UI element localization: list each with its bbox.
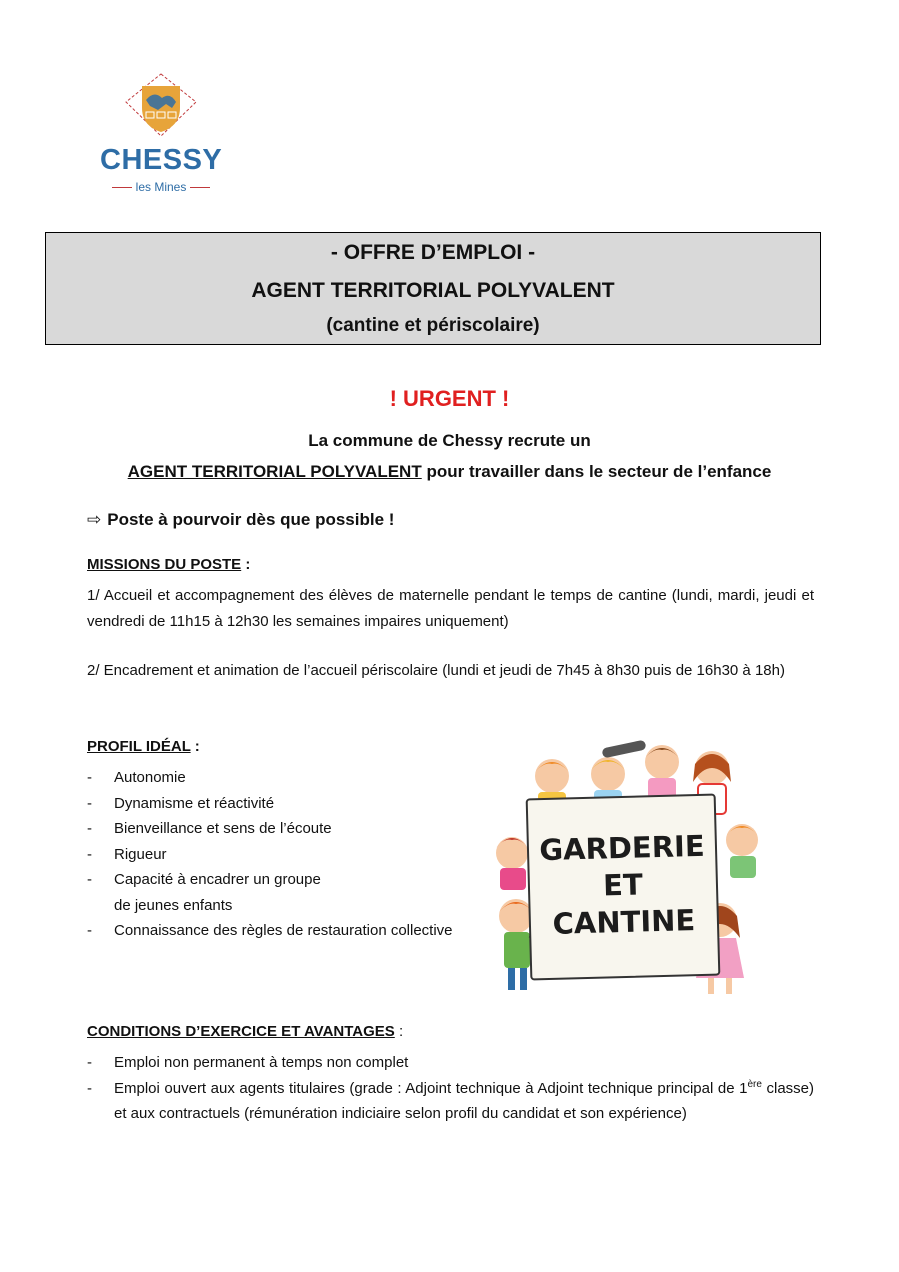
list-item [87, 1050, 814, 1076]
profil-heading [87, 738, 200, 755]
list-dash: - [87, 1079, 92, 1097]
job-subtitle: (cantine et périscolaire) [326, 315, 540, 336]
availability-text: Poste à pourvoir dès que possible ! [107, 510, 395, 529]
logo-subtitle [100, 180, 222, 194]
list-item-text: Autonomie [114, 769, 186, 786]
missions-heading-text: MISSIONS DU POSTE [87, 556, 242, 573]
illustration-line-2: ET [602, 867, 644, 903]
list-dash: - [87, 871, 92, 888]
conditions-heading [87, 1023, 403, 1040]
list-dash: - [87, 820, 92, 837]
illustration-text [529, 828, 718, 944]
urgent-label: ! URGENT ! [389, 386, 510, 411]
profil-list [87, 765, 453, 944]
conditions-heading-text: CONDITIONS D’EXERCICE ET AVANTAGES [87, 1023, 395, 1040]
missions-heading-colon: : [241, 556, 251, 573]
shield-crest-icon [122, 72, 200, 138]
list-item-text: Dynamisme et réactivité [114, 794, 275, 812]
intro-line-1: La commune de Chessy recrute un [308, 431, 591, 450]
chessy-logo [100, 72, 222, 196]
list-dash: - [87, 794, 92, 812]
intro-job-title: AGENT TERRITORIAL POLYVALENT [127, 462, 422, 481]
illustration-line-1: GARDERIE [538, 828, 706, 868]
job-title: AGENT TERRITORIAL POLYVALENT [251, 279, 615, 302]
mission-item-2: 2/ Encadrement et animation de l’accueil périscolaire (lundi et jeudi de 7h45 à 8h30 puis de 16h30 à 18h) [87, 662, 785, 679]
list-dash: - [87, 1054, 92, 1071]
list-dash: - [87, 845, 92, 863]
illustration-line-3: CANTINE [552, 903, 696, 941]
list-item [87, 1076, 814, 1127]
list-dash: - [87, 922, 92, 939]
title-box [45, 232, 821, 345]
logo-rule-left [112, 187, 132, 188]
list-item-text: Connaissance des règles de restauration collective [114, 922, 453, 939]
logo-rule-right [190, 187, 210, 188]
offer-label: - OFFRE D’EMPLOI - [330, 241, 536, 264]
intro-line-2-rest: pour travailler dans le secteur de l’enfance [421, 462, 772, 481]
list-item-text: de jeunes enfants [114, 896, 233, 914]
mission-item-1: 1/ Accueil et accompagnement des élèves de maternelle pendant le temps de cantine (lundi, mardi, jeudi et vendredi de 11h15 à 12h30 les semaines impaires uniquement) [87, 587, 814, 630]
list-item-text-cont: classe) et aux contractuels (rémunération indiciaire selon profil du candidat et son expérience) [114, 1079, 814, 1122]
profil-heading-text: PROFIL IDÉAL [87, 738, 191, 755]
missions-heading [87, 556, 250, 573]
list-item [87, 867, 453, 893]
conditions-list [87, 1050, 814, 1127]
arrow-right-icon: ⇨ [87, 510, 102, 530]
superscript: ère [747, 1078, 762, 1090]
list-item-text: Emploi ouvert aux agents titulaires (grade : Adjoint technique à Adjoint technique principal de 1 [114, 1079, 748, 1097]
conditions-heading-colon: : [394, 1023, 404, 1040]
list-item-continuation [87, 893, 453, 919]
intro-line-2 [0, 462, 899, 482]
logo-name: CHESSY [100, 144, 223, 176]
logo-subtitle-text: les Mines [135, 180, 187, 194]
list-item-text: Capacité à encadrer un groupe [114, 871, 321, 888]
list-item [87, 816, 453, 842]
profil-heading-colon: : [190, 738, 200, 755]
illustration-sign [526, 794, 721, 981]
list-item-text: Rigueur [114, 845, 167, 863]
list-item-text: Bienveillance et sens de l’écoute [114, 820, 332, 837]
list-item [87, 765, 453, 791]
list-item [87, 918, 453, 944]
list-item-text: Emploi non permanent à temps non complet [114, 1054, 409, 1071]
availability-note [87, 510, 394, 530]
list-item [87, 842, 453, 868]
list-item [87, 791, 453, 817]
garderie-cantine-illustration [490, 738, 780, 1003]
list-dash: - [87, 769, 92, 786]
